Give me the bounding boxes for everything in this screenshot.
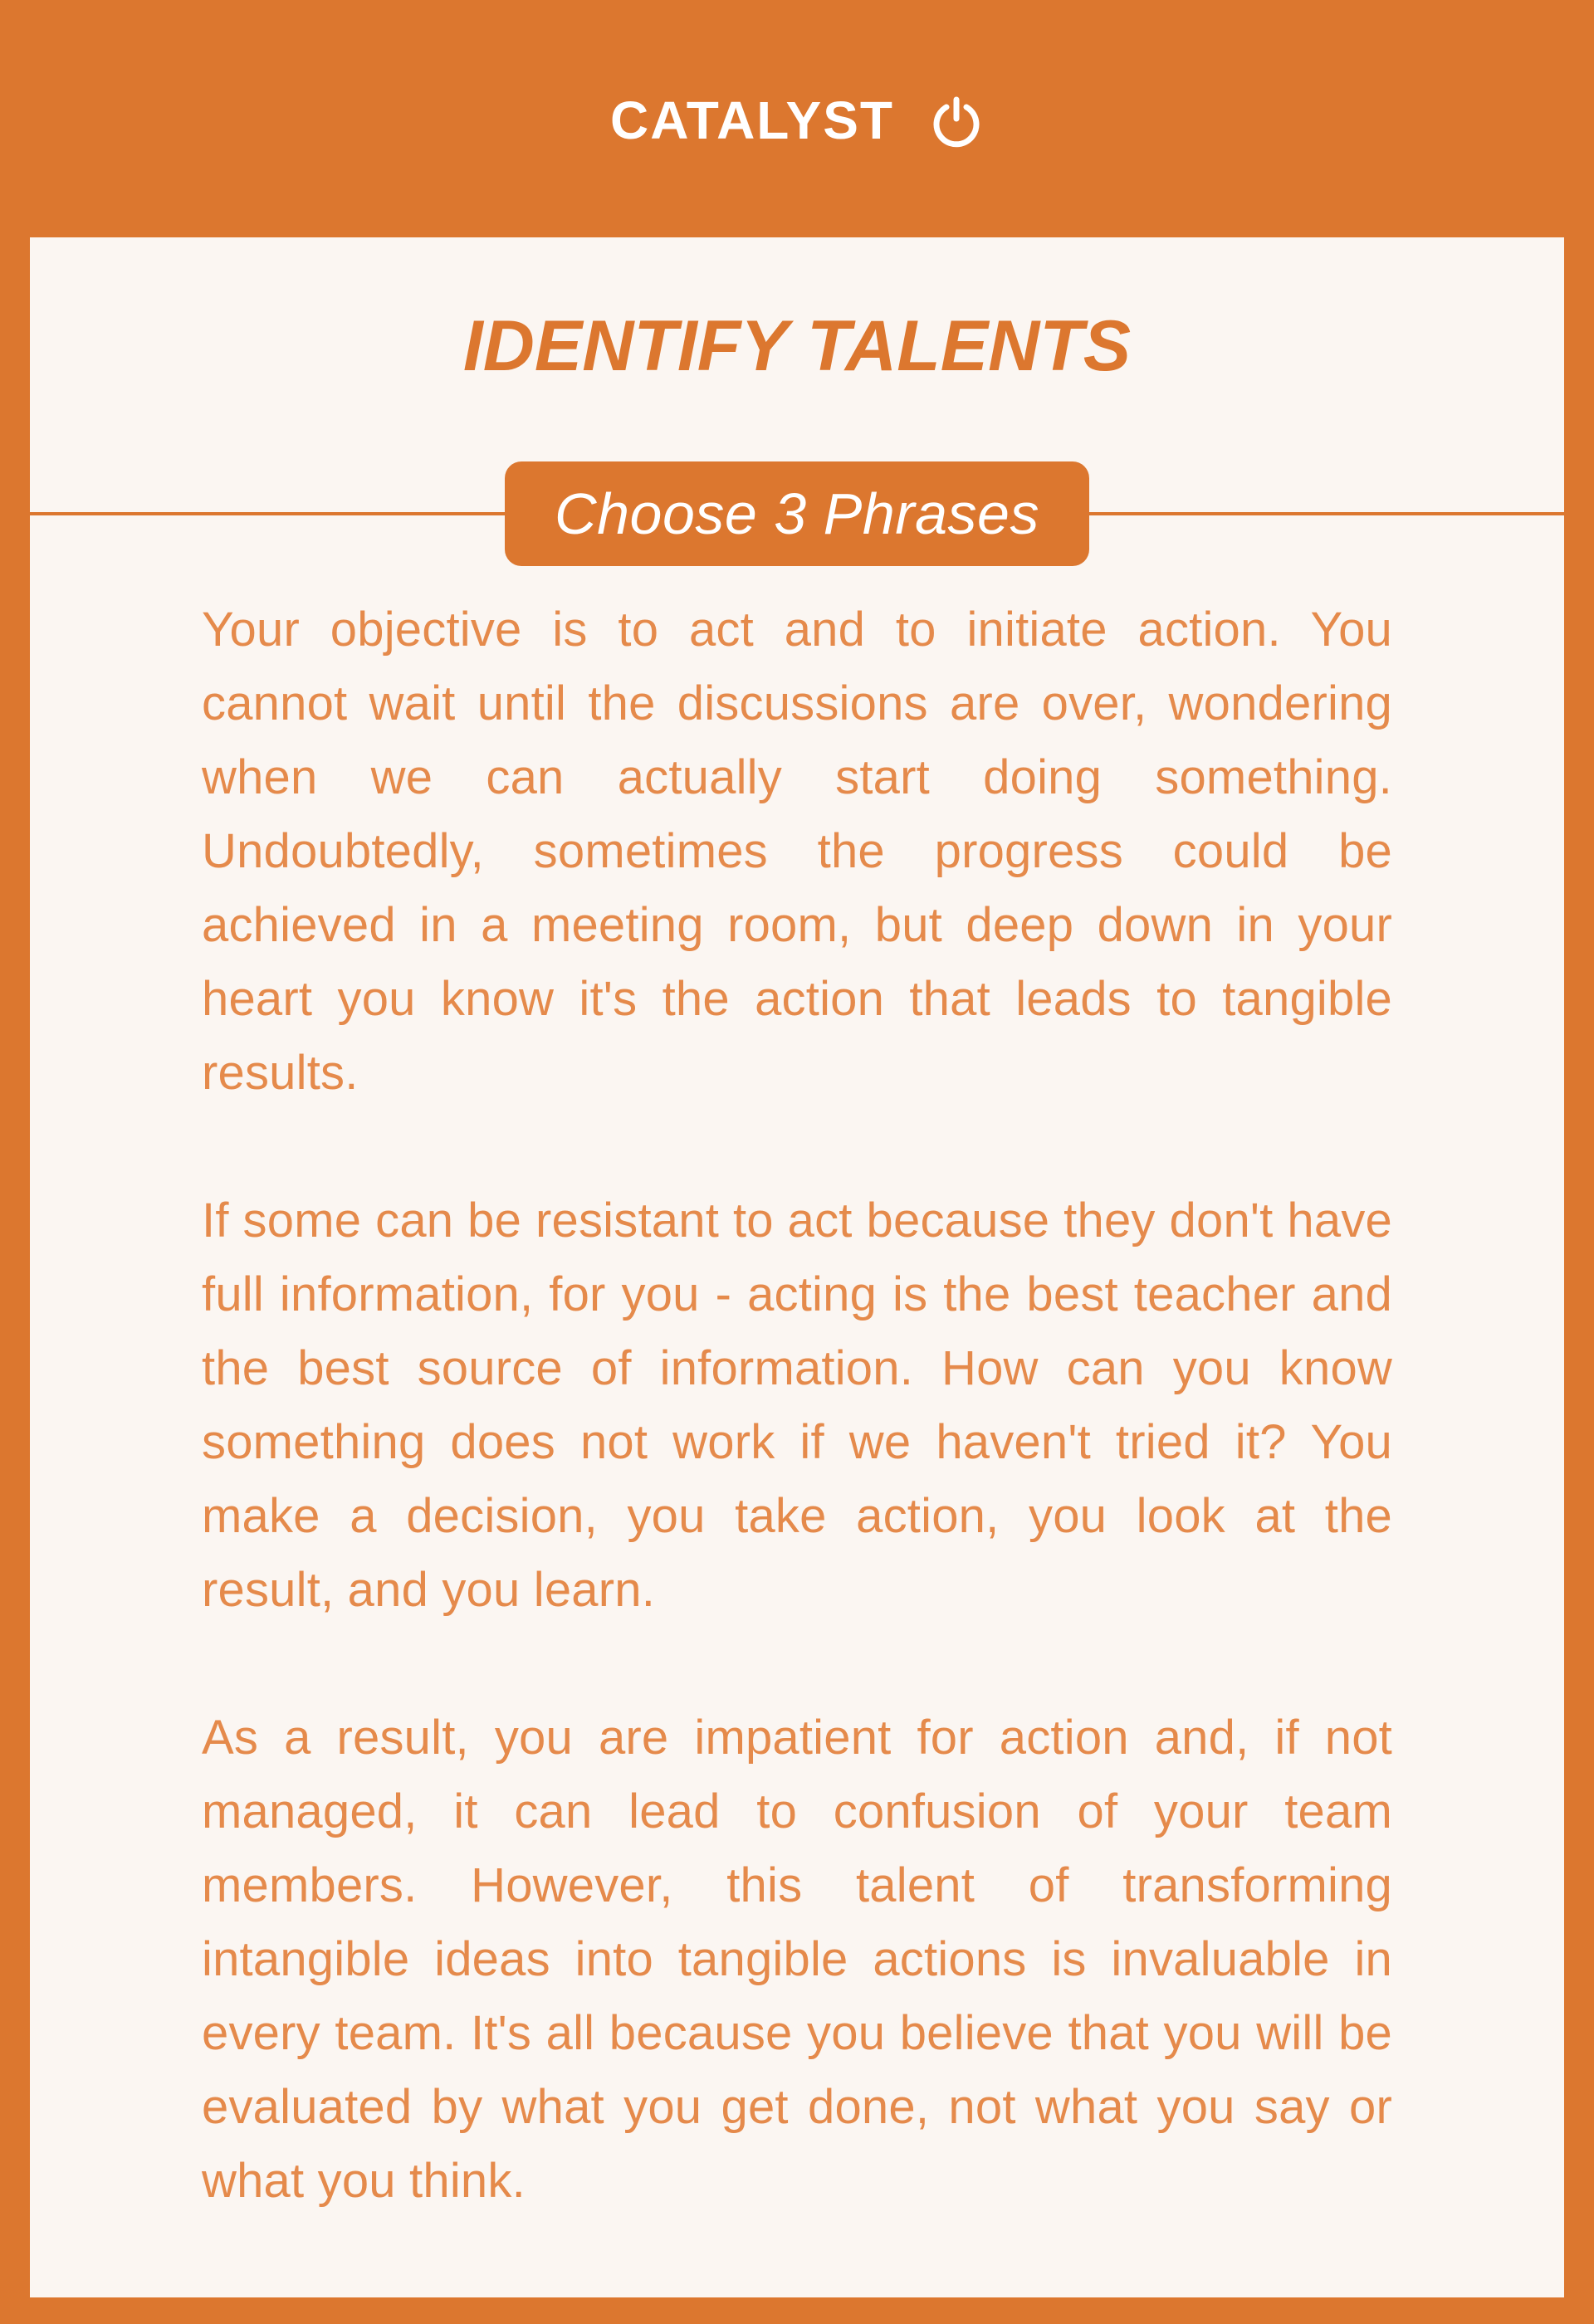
header-bar bbox=[0, 0, 1594, 237]
talent-description bbox=[202, 593, 1392, 2218]
description-paragraph-2: If some can be resistant to act because they don't have full information, for you - acting is the best teacher and the best source of information. How can you know something does not work if we haven't tried it? You make a decision, you take action, you look at the result, and you learn. bbox=[202, 1194, 1392, 1617]
brand-title: CATALYST bbox=[610, 90, 894, 150]
description-paragraph-1: Your objective is to act and to initiate action. You cannot wait until the discussions are over, wondering when we can actually start doing something. Undoubtedly, sometimes the progress could be achieved in a meeting room, but deep down in your heart you know it's the action that leads to tangible results. bbox=[202, 603, 1392, 1100]
brand-group bbox=[610, 90, 984, 150]
section-title: IDENTIFY TALENTS bbox=[462, 306, 1132, 386]
power-icon bbox=[929, 93, 984, 148]
choose-phrases-badge: Choose 3 Phrases bbox=[505, 461, 1089, 566]
content-panel bbox=[30, 237, 1564, 2297]
description-paragraph-3: As a result, you are impatient for action and, if not managed, it can lead to confusion of your team members. However, this talent of transforming intangible ideas into tangible actions is invaluable in every team. It's all because you believe that you will be evaluated by what you get done, not what you say or what you think. bbox=[202, 1711, 1392, 2208]
